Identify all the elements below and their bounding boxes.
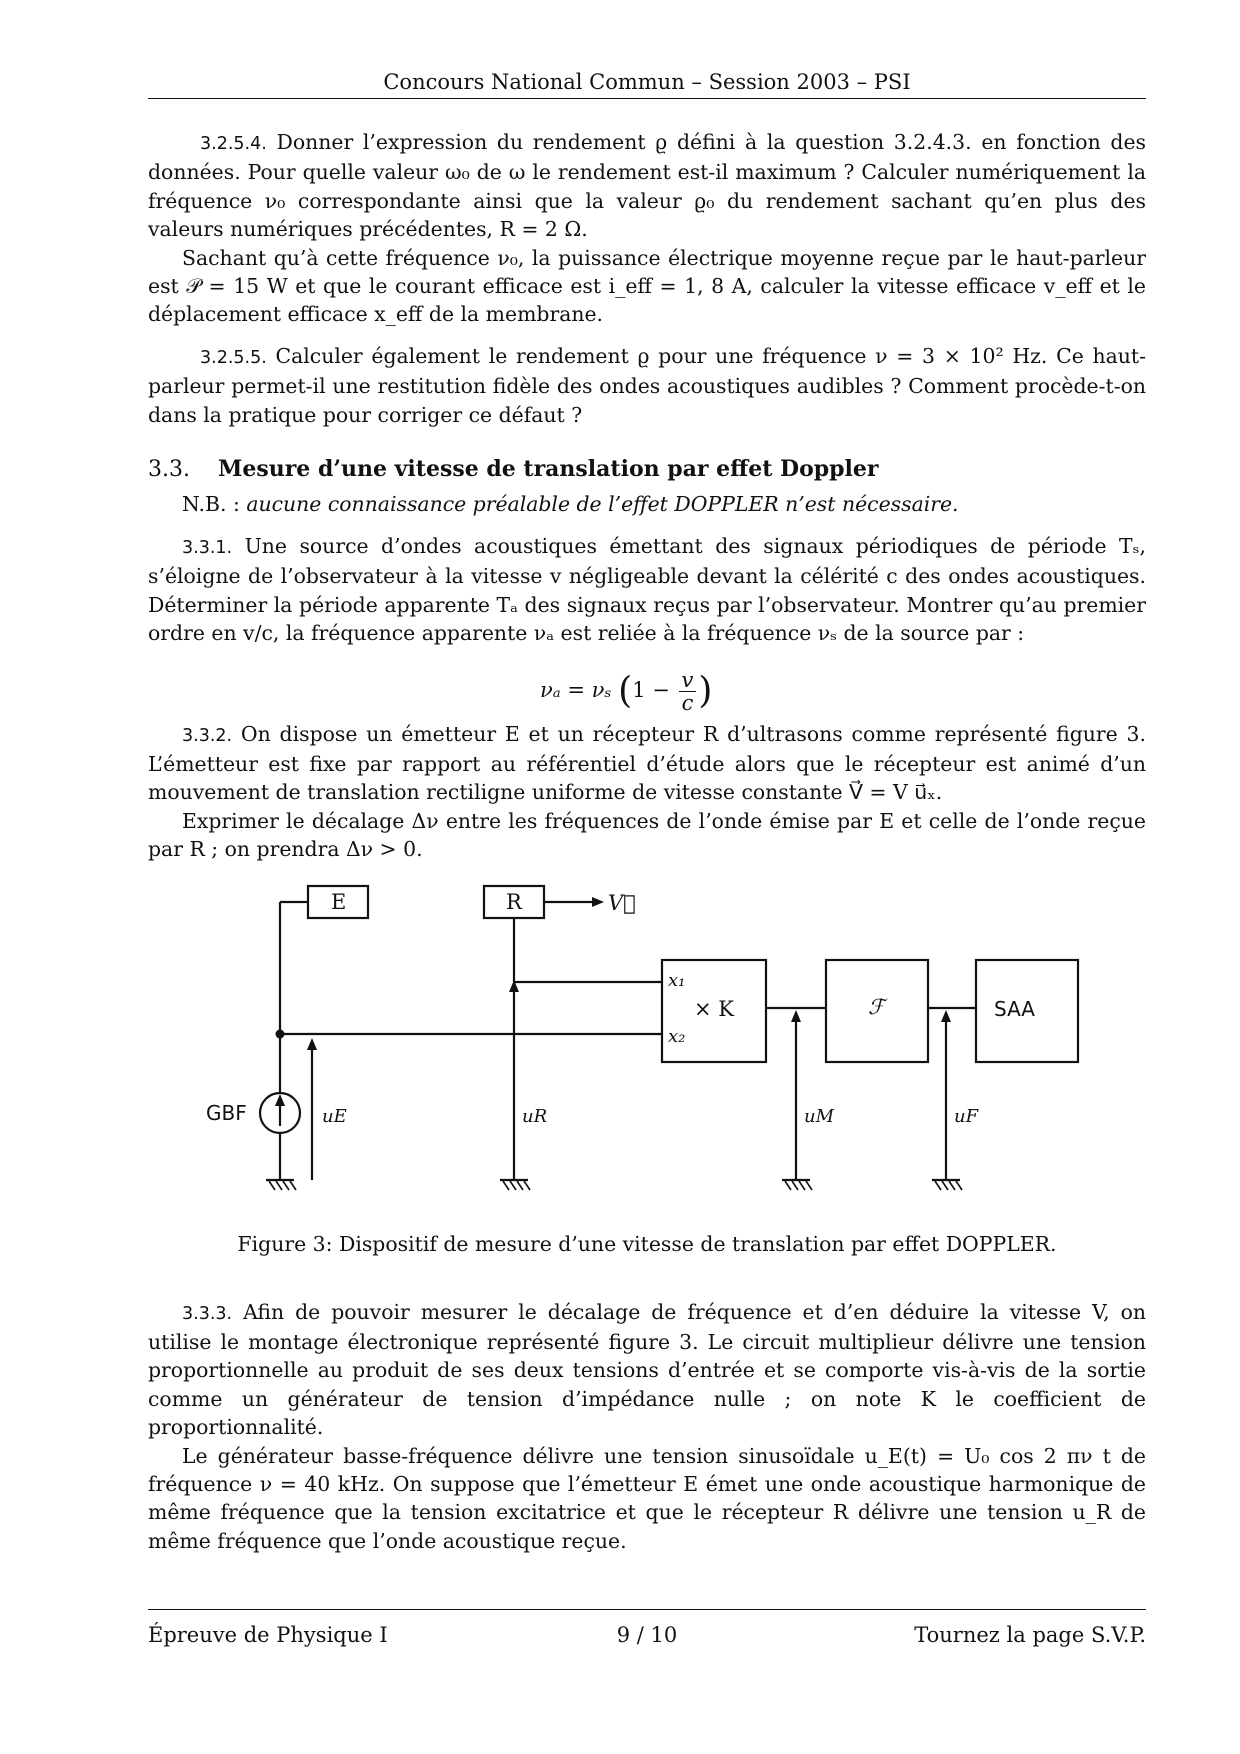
paragraph-text: Calculer également le rendement ϱ pour une fréquence ν = 3 × 10² Hz. Ce haut-parleur permet-il une restitution fidèle des ondes acoustiques audibles ? Comment procède-t-on dans la pratique pour corriger ce défaut ? [148, 343, 1146, 427]
header-rule [148, 98, 1146, 99]
formula-one: 1 − [632, 677, 670, 702]
label-k: × K [694, 996, 734, 1021]
nb-label: N.B. : [182, 492, 240, 517]
paragraph-3254 [148, 128, 1146, 244]
question-number: 3.2.5.4. [200, 134, 267, 154]
formula-lhs: νₐ = νₛ [540, 677, 612, 702]
label-ur: uR [522, 1105, 548, 1127]
fraction-denominator: c [681, 690, 694, 715]
page-body [148, 128, 1146, 1555]
formula-fraction [679, 669, 697, 714]
label-r: R [506, 889, 522, 914]
footer-right: Tournez la page S.V.P. [914, 1623, 1146, 1647]
paragraph-text: Exprimer le décalage Δν entre les fréquences de l’onde émise par E et celle de l’onde reçue par R ; on prendra Δν > 0. [148, 808, 1146, 862]
section-number: 3.3. [148, 457, 190, 483]
paragraph-text: Le générateur basse-fréquence délivre une tension sinusoïdale u_E(t) = U₀ cos 2 πν t de fréquence ν = 40 kHz. On suppose que l’émetteur E émet une onde acoustique harmonique de même fréquence que la tension excitatrice et que le récepteur R délivre une tension u_R de même fréquence que l’onde acoustique reçue. [148, 1443, 1146, 1553]
paragraph-331 [148, 532, 1146, 648]
question-number: 3.3.1. [182, 537, 233, 558]
nb-text: aucune connaissance préalable de l’effet DOPPLER n’est nécessaire. [246, 492, 959, 517]
label-e: E [331, 889, 347, 914]
section-heading [148, 455, 1146, 484]
footer-rule [148, 1609, 1146, 1610]
label-ue: uE [322, 1105, 347, 1127]
paragraph-text: Afin de pouvoir mesurer le décalage de fréquence et d’en déduire la vitesse V, on utilise le montage électronique représenté figure 3. Le circuit multiplieur délivre une tension proportionnelle au produit de ses deux tensions d’entrée et se comporte vis-à-vis de la sortie comme un générateur de tension d’impédance nulle ; on note K le coefficient de proportionnalité. [148, 1299, 1146, 1440]
question-number: 3.2.5.5. [200, 347, 267, 368]
question-number: 3.3.3. [182, 1303, 233, 1324]
page-header: Concours National Commun – Session 2003 – PSI [383, 70, 911, 94]
paragraph-text: Donner l’expression du rendement ϱ défini à la question 3.2.4.3. en fonction des données. Pour quelle valeur ω₀ de ω le rendement est-il maximum ? Calculer numériquement la fréquence ν₀ correspondante ainsi que la valeur ϱ₀ du rendement sachant qu’en plus des valeurs numériques précédentes, R = 2 Ω. [148, 130, 1146, 242]
section-title: Mesure d’une vitesse de translation par effet Doppler [217, 456, 879, 483]
paragraph-text: Sachant qu’à cette fréquence ν₀, la puissance électrique moyenne reçue par le haut-parleur est 𝒫 = 15 W et que le courant efficace est i_eff = 1, 8 A, calculer la vitesse efficace v_eff et le déplacement efficace x_eff de la membrane. [148, 245, 1146, 327]
paragraph-332 [148, 720, 1146, 807]
circuit-diagram [0, 874, 1240, 1214]
paragraph-text: Une source d’ondes acoustiques émettant des signaux périodiques de période Tₛ, s’éloigne de l’observateur à la vitesse v négligeable devant la célérité c des ondes acoustiques. Déterminer la période apparente Tₐ des signaux reçus par l’observateur. Montrer qu’au premier ordre en v/c, la fréquence apparente νₐ est reliée à la fréquence νₛ de la source par : [148, 533, 1146, 646]
figure-3 [148, 874, 1146, 1262]
fraction-numerator: v [679, 669, 697, 692]
paragraph-3254-b [148, 244, 1146, 329]
figure-caption: Figure 3: Dispositif de mesure d’une vitesse de translation par effet DOPPLER. [237, 1231, 1057, 1256]
label-x2: x₂ [668, 1025, 686, 1047]
doppler-formula: νₐ = νₛ (1 − $\frac{v}{c}$ ) [540, 667, 713, 715]
label-x1: x₁ [668, 969, 686, 991]
paragraph-332-b [148, 807, 1146, 864]
label-uf: uF [954, 1105, 979, 1127]
page-number: 9 / 10 [616, 1623, 678, 1647]
question-number: 3.3.2. [182, 725, 233, 746]
paragraph-333 [148, 1298, 1146, 1442]
label-gbf: GBF [206, 1100, 247, 1125]
footer-left: Épreuve de Physique I [148, 1623, 388, 1647]
paragraph-text: On dispose un émetteur E et un récepteur R d’ultrasons comme représenté figure 3. L’émetteur est fixe par rapport au référentiel d’étude alors que le récepteur est animé d’un mouvement de translation rectiligne uniforme de vitesse constante V⃗ = V u⃗ₓ. [148, 721, 1146, 805]
nb-note [182, 490, 1146, 518]
paragraph-333-b [148, 1442, 1146, 1556]
junction-node [276, 1029, 285, 1038]
label-um: uM [804, 1105, 835, 1127]
label-f: ℱ [868, 994, 885, 1019]
label-v: V⃗ [608, 890, 636, 915]
label-saa: SAA [994, 996, 1035, 1021]
paragraph-3255 [148, 342, 1146, 429]
